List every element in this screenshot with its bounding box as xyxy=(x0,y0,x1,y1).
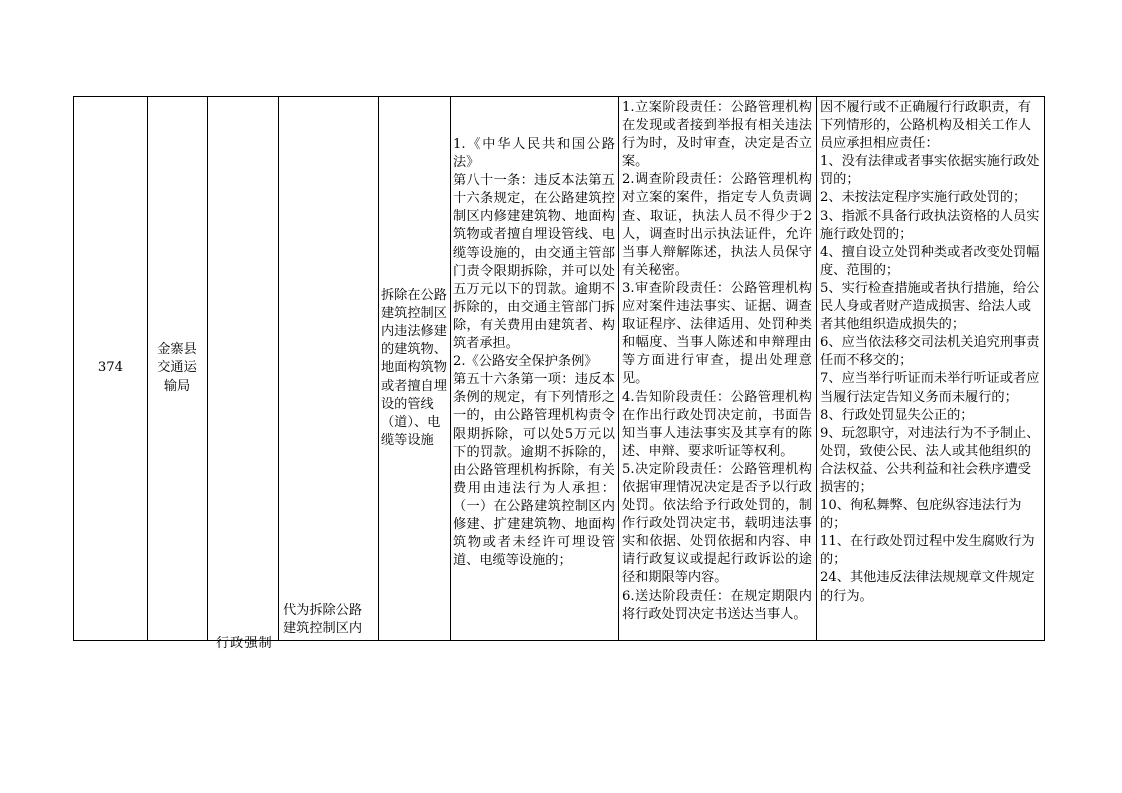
subitem-cell xyxy=(378,97,450,640)
responsibility-line: 6.送达阶段责任：在规定期限内将行政处罚决定书送达当事人。 xyxy=(622,588,812,622)
column-divider xyxy=(816,97,817,640)
accountability-line: 10、徇私舞弊、包庇纵容违法行为的； xyxy=(820,498,1022,532)
power-item-name: 代为拆除公路建筑控制区内 xyxy=(283,603,363,637)
column-divider xyxy=(278,97,279,640)
power-subitem-name: 拆除在公路建筑控制区内违法修建的建筑物、地面构筑物或者擅自埋设的管线（道）、电缆等设施 xyxy=(381,288,447,448)
column-divider xyxy=(147,97,148,640)
category-cell xyxy=(207,97,278,651)
legal-basis-cell xyxy=(450,97,618,640)
accountability-line: 6、应当依法移交司法机关追究刑事责任而不移交的； xyxy=(820,335,1040,369)
accountability-line: 3、指派不具备行政执法资格的人员实施行政处罚的； xyxy=(820,208,1040,242)
row-number-cell xyxy=(74,97,147,640)
item-cell xyxy=(278,97,378,640)
row-number: 374 xyxy=(97,360,124,376)
legal-basis-line: 第五十六条第一项：违反本条例的规定，有下列情形之一的，由公路管理机构责令限期拆除，可以处5万元以下的罚款。逾期不拆除的，由公路管理机构拆除，有关费用由违法行为人承担：（一）在公路建筑控制区内修建、扩建建筑物、地面构筑物或者未经许可埋设管道、电缆等设施的； xyxy=(453,372,615,569)
accountability-line: 24、其他违反法律法规规章文件规定的行为。 xyxy=(820,570,1035,604)
responsibility-line: 2.调查阶段责任：公路管理机构对立案的案件，指定专人负责调查、取证，执法人员不得少于2人，调查时出示执法证件，允许当事人辩解陈述，执法人员保守有关秘密。 xyxy=(622,172,812,278)
responsibility-line: 5.决定阶段责任：公路管理机构依据审理情况决定是否予以行政处罚。依法给予行政处罚的，制作行政处罚决定书，载明违法事实和依据、处罚依据和内容、申请行政复议或提起行政诉讼的途径和期限等内容。 xyxy=(622,461,812,586)
accountability-line: 2、未按法定程序实施行政处罚的； xyxy=(820,190,1027,206)
department-name: 金寨县交通运输局 xyxy=(157,342,197,394)
responsibility-line: 1.立案阶段责任：公路管理机构在发现或者接到举报有相关违法行为时，及时审查，决定是否立案。 xyxy=(622,100,812,170)
power-list-table xyxy=(73,96,1045,651)
accountability-line: 7、应当举行听证而未举行听证或者应当履行法定告知义务而未履行的； xyxy=(820,371,1040,405)
accountability-line: 9、玩忽职守，对违法行为不予制止、处罚，致使公民、法人或其他组织的合法权益、公共利益和社会秩序遭受损害的； xyxy=(820,425,1040,495)
accountability-line: 因不履行或不正确履行行政职责，有下列情形的，公路机构及相关工作人员应承担相应责任： xyxy=(820,100,1031,152)
accountability-cell xyxy=(816,97,1044,640)
power-category: 行政强制 xyxy=(216,636,273,651)
accountability-line: 11、在行政处罚过程中发生腐败行为的； xyxy=(820,534,1035,568)
accountability-line: 4、擅自设立处罚种类或者改变处罚幅度、范围的； xyxy=(820,244,1040,278)
responsibility-line: 3.审查阶段责任：公路管理机构应对案件违法事实、证据、调查取证程序、法律适用、处罚种类和幅度、当事人陈述和申辩理由等方面进行审查，提出处理意见。 xyxy=(622,280,812,387)
legal-basis-line: 2.《公路安全保护条例》 xyxy=(453,354,598,370)
legal-basis-line: 1.《中华人民共和国公路法》 xyxy=(453,137,615,171)
responsibility-cell xyxy=(618,97,816,640)
accountability-line: 5、实行检查措施或者执行措施，给公民人身或者财产造成损害、给法人或者其他组织造成损失的； xyxy=(820,280,1040,333)
column-divider xyxy=(450,97,451,640)
legal-basis-line: 第八十一条：违反本法第五十六条规定，在公路建筑控制区内修建建筑物、地面构筑物或者擅自埋设管线、电缆等设施的，由交通主管部门责令限期拆除，并可以处五万元以下的罚款。逾期不拆除的，由交通主管部门拆除，有关费用由建筑者、构筑者承担。 xyxy=(453,173,615,352)
accountability-line: 1、没有法律或者事实依据实施行政处罚的； xyxy=(820,154,1040,188)
column-divider xyxy=(618,97,619,640)
responsibility-line: 4.告知阶段责任：公路管理机构在作出行政处罚决定前，书面告知当事人违法事实及其享有的陈述、申辩、要求听证等权利。 xyxy=(622,389,812,459)
accountability-line: 8、行政处罚显失公正的； xyxy=(820,407,974,423)
column-divider xyxy=(207,97,208,640)
column-divider xyxy=(378,97,379,640)
department-cell xyxy=(147,97,207,640)
